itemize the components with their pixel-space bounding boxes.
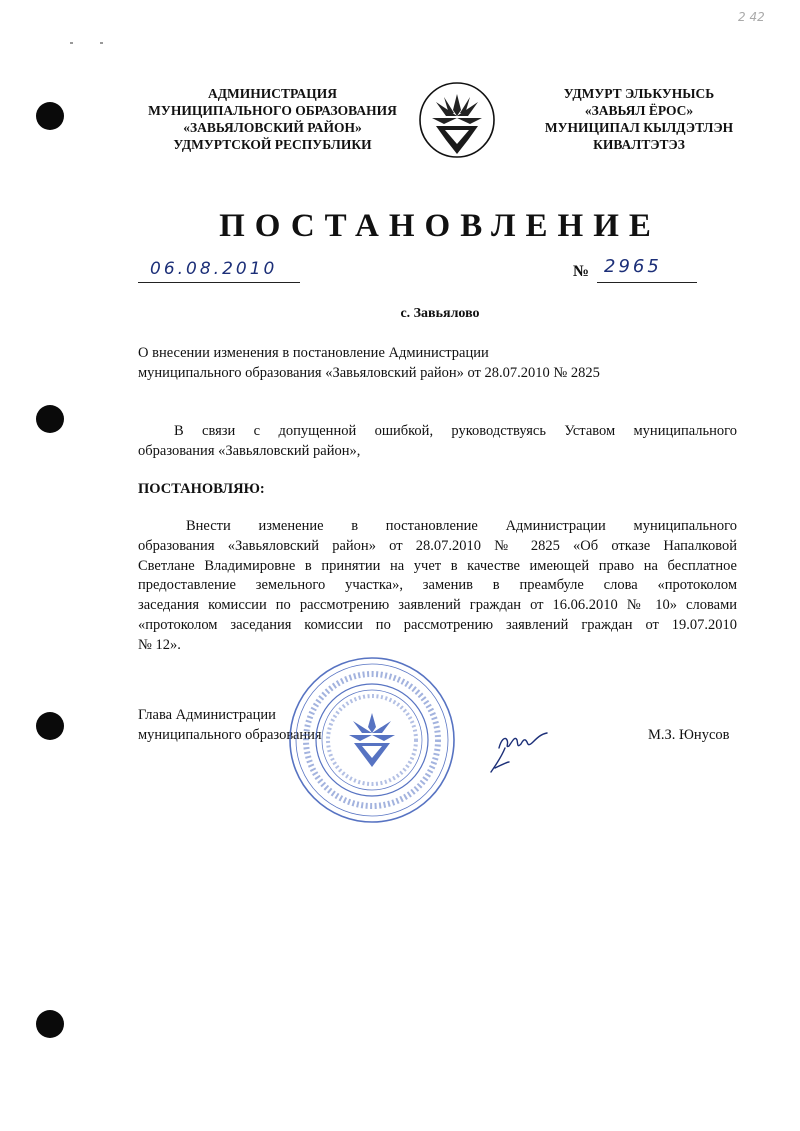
- subject-line: О внесении изменения в постановление Администрации: [138, 345, 489, 361]
- signatory-name: М.З. Юнусов: [648, 727, 730, 743]
- resolve-word: ПОСТАНОВЛЯЮ:: [138, 481, 265, 497]
- header-right-line: КИВАЛТЭТЭЗ: [593, 137, 685, 152]
- body-line: Светлане Владимировне в принятии на учет в качестве имеющей право на бесплатное: [138, 557, 737, 574]
- signatory-position-line: Глава Администрации: [138, 707, 276, 723]
- place-of-issue: с. Завьялово: [400, 306, 480, 321]
- handwritten-signature: [485, 718, 555, 778]
- punch-hole: [36, 102, 64, 130]
- punch-hole: [36, 1010, 64, 1038]
- scan-speck: [100, 42, 103, 44]
- number-underline: [597, 282, 697, 283]
- scan-speck: [70, 42, 73, 44]
- header-right-line: «ЗАВЬЯЛ ЁРОС»: [584, 103, 694, 118]
- document-number: 2965: [604, 256, 662, 277]
- header-right-udm: [528, 85, 750, 153]
- header-left-ru: [130, 85, 415, 153]
- header-left-line: АДМИНИСТРАЦИЯ: [207, 86, 338, 101]
- date-underline: [138, 282, 300, 283]
- body-line: № 12».: [138, 636, 181, 653]
- signatory-position-line: муниципального образования: [138, 727, 322, 743]
- header-left-line: «ЗАВЬЯЛОВСКИЙ РАЙОН»: [183, 120, 362, 135]
- coat-of-arms-emblem: [418, 80, 496, 160]
- document-date: 06.08.2010: [150, 259, 278, 279]
- header-right-line: УДМУРТ ЭЛЬКУНЫСЬ: [563, 86, 715, 101]
- official-seal-stamp: [287, 655, 457, 825]
- body-line: предоставление земельного участка», заменив в преамбуле слова «протоколом: [138, 577, 737, 594]
- body-line: образования «Завьяловский район» от 28.07.2010 № 2825 «Об отказе Напалковой: [138, 537, 737, 554]
- header-right-line: МУНИЦИПАЛ КЫЛДЭТЛЭН: [544, 120, 734, 135]
- body-line: Внести изменение в постановление Администрации муниципального: [186, 518, 737, 534]
- punch-hole: [36, 712, 64, 740]
- document-title: ПОСТАНОВЛЕНИЕ: [219, 208, 661, 244]
- subject-line: муниципального образования «Завьяловский район» от 28.07.2010 № 2825: [138, 365, 600, 381]
- preamble-line: В связи с допущенной ошибкой, руководствуясь Уставом муниципального: [174, 423, 737, 439]
- header-left-line: УДМУРТСКОЙ РЕСПУБЛИКИ: [173, 137, 372, 152]
- number-sign: №: [573, 263, 590, 280]
- body-line: «протоколом заседания комиссии по рассмотрению заявлений граждан от 19.07.2010: [138, 616, 737, 633]
- preamble-paragraph: [138, 422, 737, 462]
- punch-hole: [36, 405, 64, 433]
- body-paragraph: [138, 517, 737, 656]
- preamble-line: образования «Завьяловский район»,: [138, 442, 361, 459]
- header-left-line: МУНИЦИПАЛЬНОГО ОБРАЗОВАНИЯ: [148, 103, 397, 118]
- body-line: заседания комиссии по рассмотрению заявлений граждан от 16.06.2010 № 10» словами: [138, 597, 737, 614]
- pencil-page-note: 2 42: [738, 10, 765, 24]
